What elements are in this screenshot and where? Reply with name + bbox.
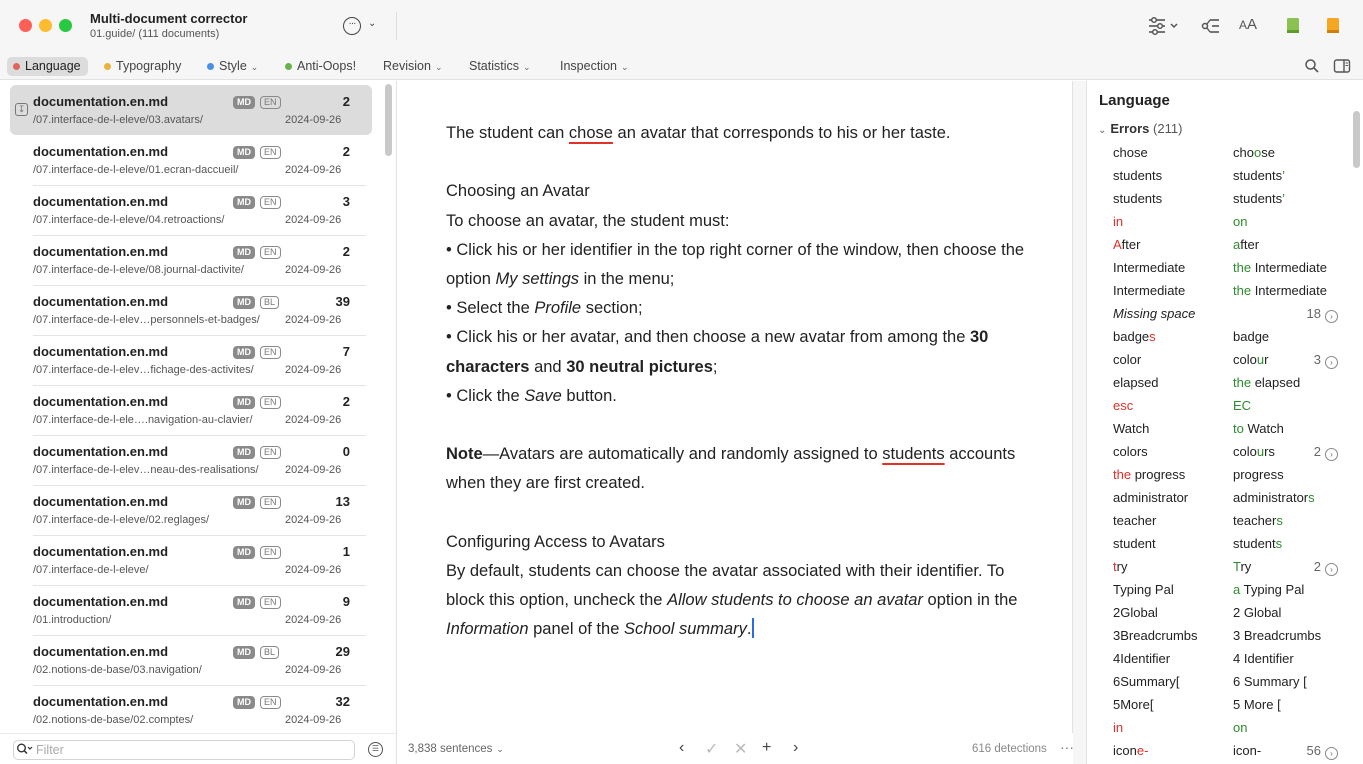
- sidebar-footer: [0, 733, 397, 764]
- error-original: badges: [1113, 329, 1156, 344]
- maximize-window-button[interactable]: [59, 19, 72, 32]
- sentences-menu[interactable]: 3,838 sentences ⌄: [408, 743, 504, 755]
- error-row[interactable]: [1088, 670, 1348, 693]
- filter-input[interactable]: [36, 742, 346, 758]
- error-count: 7: [342, 344, 350, 359]
- error-count: 9: [342, 594, 350, 609]
- error-row[interactable]: [1088, 647, 1348, 670]
- accept-button[interactable]: [705, 739, 718, 759]
- paragraph: To choose an avatar, the student must:: [446, 211, 730, 230]
- sliders-icon: [1146, 15, 1180, 37]
- document-editor[interactable]: [398, 81, 1073, 733]
- toggle-sidebar-button[interactable]: [1333, 58, 1351, 79]
- title-bar: [0, 0, 1363, 52]
- language-badge: BL: [260, 646, 279, 659]
- document-name: documentation.en.md: [33, 644, 169, 659]
- tab-label: Anti-Oops!: [297, 59, 357, 73]
- detections-count: 616 detections: [972, 743, 1047, 755]
- error-count: 29: [335, 644, 350, 659]
- document-name: documentation.en.md: [33, 194, 169, 209]
- document-date: 2024-09-26: [285, 714, 342, 726]
- editor-more-button[interactable]: [1060, 739, 1074, 755]
- error-original: Intermediate: [1113, 283, 1186, 298]
- markdown-badge: MD: [233, 346, 255, 359]
- tab-typography[interactable]: [104, 57, 181, 76]
- tab-anti-oops[interactable]: [285, 57, 356, 76]
- markdown-badge: MD: [233, 196, 255, 209]
- document-row[interactable]: [10, 335, 372, 385]
- document-path: /07.interface-de-l-elev…fichage-des-activites/: [33, 364, 254, 376]
- editor-text[interactable]: [446, 119, 1046, 645]
- outline-button[interactable]: [1200, 15, 1222, 37]
- error-correction: icon-: [1233, 743, 1262, 758]
- more-actions-button[interactable]: [343, 17, 379, 35]
- document-list: [0, 81, 397, 733]
- guide-orange-button[interactable]: [1325, 15, 1341, 37]
- heading: Choosing an Avatar: [446, 182, 590, 201]
- error-correction: 5 More [: [1233, 697, 1281, 712]
- markdown-badge: MD: [233, 446, 255, 459]
- error-original: in: [1113, 720, 1124, 735]
- errors-group-toggle[interactable]: ⌄ Errors (211): [1098, 121, 1183, 136]
- error-row[interactable]: [1088, 693, 1348, 716]
- document-date: 2024-09-26: [285, 514, 342, 526]
- previous-button[interactable]: [679, 739, 684, 757]
- document-row[interactable]: [10, 185, 372, 235]
- toolbar-divider: [396, 12, 397, 40]
- error-correction: 6 Summary [: [1233, 674, 1307, 689]
- document-date: 2024-09-26: [285, 614, 342, 626]
- document-date: 2024-09-26: [285, 414, 342, 426]
- error-row[interactable]: [1088, 302, 1348, 325]
- document-name: documentation.en.md: [33, 544, 169, 559]
- error-row[interactable]: [1088, 394, 1348, 417]
- markdown-badge: MD: [233, 546, 255, 559]
- document-name: documentation.en.md: [33, 244, 169, 259]
- error-row[interactable]: [1088, 279, 1348, 302]
- error-row[interactable]: [1088, 532, 1348, 555]
- document-date: 2024-09-26: [285, 314, 342, 326]
- error-row[interactable]: [1088, 601, 1348, 624]
- document-path: /07.interface-de-l-eleve/01.ecran-daccueil/: [33, 164, 239, 176]
- error-correction: students: [1233, 536, 1283, 551]
- error-correction: badge: [1233, 329, 1270, 344]
- search-filter-icon: [16, 742, 34, 759]
- error-original: Intermediate: [1113, 260, 1186, 275]
- document-date: 2024-09-26: [285, 464, 342, 476]
- occurrence-count[interactable]: 3 ›: [1306, 352, 1338, 369]
- plus-icon: +: [762, 739, 772, 756]
- occurrence-count[interactable]: 56 ›: [1306, 743, 1338, 760]
- error-row[interactable]: [1088, 325, 1348, 348]
- error-row[interactable]: [1088, 555, 1348, 578]
- error-count: 0: [342, 444, 350, 459]
- text-size-icon: AA: [1239, 16, 1258, 33]
- language-badge: EN: [260, 396, 281, 409]
- error-correction: a Typing Pal: [1233, 582, 1305, 597]
- document-path: /01.introduction/: [33, 614, 112, 626]
- error-count: 32: [335, 694, 350, 709]
- document-name: documentation.en.md: [33, 344, 169, 359]
- language-badge: EN: [260, 146, 281, 159]
- error-original: colors: [1113, 444, 1148, 459]
- document-list-scrollbar[interactable]: [385, 84, 392, 156]
- bullet-item: • Click his or her avatar, and then choose a new avatar from among the 30 characters and 30 neutral pictures;: [446, 328, 989, 376]
- error-original: students: [1113, 168, 1163, 183]
- filter-options-icon[interactable]: ☰: [368, 742, 383, 757]
- document-path: /07.interface-de-l-eleve/08.journal-dactivite/: [33, 264, 244, 276]
- error-count: 2: [342, 144, 350, 159]
- document-date: 2024-09-26: [285, 364, 342, 376]
- error-original: students: [1113, 191, 1163, 206]
- error-count: 2: [342, 94, 350, 109]
- document-date: 2024-09-26: [285, 164, 342, 176]
- occurrence-count[interactable]: 2 ›: [1306, 444, 1338, 461]
- document-name: documentation.en.md: [33, 294, 169, 309]
- document-path: /07.interface-de-l-ele….navigation-au-clavier/: [33, 414, 253, 426]
- error-row[interactable]: [1088, 463, 1348, 486]
- list-tree-icon: [1200, 15, 1222, 37]
- tab-label: Statistics: [469, 59, 520, 73]
- tab-label: Revision: [383, 59, 431, 73]
- markdown-badge: MD: [233, 496, 255, 509]
- document-row[interactable]: [10, 685, 372, 733]
- chevron-right-circle-icon[interactable]: ›: [1325, 563, 1338, 576]
- language-badge: EN: [260, 696, 281, 709]
- document-date: 2024-09-26: [285, 114, 342, 126]
- language-panel: [1088, 81, 1363, 764]
- chevron-down-icon: ⌄: [434, 62, 443, 72]
- sidebar-right-icon: [1333, 58, 1351, 74]
- tab-style[interactable]: [207, 57, 258, 76]
- error-correction: the elapsed: [1233, 375, 1301, 390]
- chevron-right-icon: ›: [793, 739, 799, 756]
- error-highlight[interactable]: chose: [568, 124, 613, 142]
- markdown-badge: MD: [233, 146, 255, 159]
- import-icon: ↧: [15, 103, 28, 116]
- document-row[interactable]: [10, 235, 372, 285]
- panel-scrollbar[interactable]: [1353, 111, 1360, 168]
- error-row[interactable]: [1088, 440, 1348, 463]
- error-original: Watch: [1113, 421, 1150, 436]
- bullet-item: • Select the Profile section;: [446, 299, 643, 318]
- checkmark-icon: ✓: [705, 741, 719, 758]
- document-name: documentation.en.md: [33, 594, 169, 609]
- bullet-item: • Click the Save button.: [446, 386, 617, 405]
- window-subtitle: 01.guide/ (111 documents): [90, 28, 220, 40]
- document-row[interactable]: [10, 285, 372, 335]
- filter-field[interactable]: [13, 740, 355, 760]
- error-original: icone-: [1113, 743, 1149, 758]
- note-paragraph: Note—Avatars are automatically and randomly assigned to students accounts when they are first created.: [446, 445, 1016, 493]
- close-window-button[interactable]: [19, 19, 32, 32]
- error-correction: colours: [1233, 444, 1275, 459]
- document-path: /07.interface-de-l-eleve/04.retroactions/: [33, 214, 225, 226]
- panel-gutter: [1073, 81, 1087, 764]
- paragraph: The student can chose an avatar that corresponds to his or her taste.: [446, 124, 951, 142]
- document-name: documentation.en.md: [33, 694, 169, 709]
- error-original: 4Identifier: [1113, 651, 1171, 666]
- error-row[interactable]: [1088, 486, 1348, 509]
- document-row[interactable]: [10, 135, 372, 185]
- document-row[interactable]: [10, 635, 372, 685]
- language-badge: BL: [260, 296, 279, 309]
- error-count: 2: [342, 244, 350, 259]
- document-path: /07.interface-de-l-elev…personnels-et-badges/: [33, 314, 260, 326]
- document-name: documentation.en.md: [33, 394, 169, 409]
- language-badge: EN: [260, 246, 281, 259]
- reject-button[interactable]: [734, 739, 747, 759]
- markdown-badge: MD: [233, 696, 255, 709]
- error-row[interactable]: [1088, 141, 1348, 164]
- category-tab-bar: [0, 52, 1363, 80]
- document-row[interactable]: [10, 585, 372, 635]
- error-row[interactable]: [1088, 371, 1348, 394]
- markdown-badge: MD: [233, 96, 255, 109]
- error-row[interactable]: [1088, 417, 1348, 440]
- document-name: documentation.en.md: [33, 444, 169, 459]
- error-row[interactable]: [1088, 716, 1348, 739]
- error-correction: the Intermediate: [1233, 283, 1327, 298]
- error-row[interactable]: [1088, 233, 1348, 256]
- chevron-right-circle-icon[interactable]: ›: [1325, 448, 1338, 461]
- markdown-badge: MD: [233, 246, 255, 259]
- error-original: chose: [1113, 145, 1148, 160]
- error-highlight[interactable]: students: [882, 445, 945, 464]
- error-count: 39: [335, 294, 350, 309]
- bullet-item: • Click his or her identifier in the top right corner of the window, then choose the option My settings in the menu;: [446, 240, 1025, 288]
- document-row[interactable]: [10, 85, 372, 135]
- ellipsis-icon: ···: [1060, 739, 1074, 755]
- document-row[interactable]: [10, 435, 372, 485]
- window-title: Multi-document corrector: [90, 11, 248, 26]
- error-row[interactable]: [1088, 739, 1348, 762]
- x-icon: ✕: [734, 741, 748, 758]
- book-icon: [1285, 15, 1301, 37]
- text-size-button[interactable]: [1239, 16, 1257, 38]
- chevron-down-icon: ⌄: [1098, 125, 1107, 136]
- error-original: the progress: [1113, 467, 1186, 482]
- error-original: After: [1113, 237, 1141, 252]
- document-date: 2024-09-26: [285, 664, 342, 676]
- error-original: teacher: [1113, 513, 1157, 528]
- chevron-down-icon: ⌄: [250, 62, 259, 72]
- document-name: documentation.en.md: [33, 494, 169, 509]
- document-date: 2024-09-26: [285, 564, 342, 576]
- occurrence-count[interactable]: 2 ›: [1306, 559, 1338, 576]
- chevron-down-icon: ⌄: [523, 62, 531, 72]
- document-row[interactable]: [10, 485, 372, 535]
- error-row[interactable]: [1088, 187, 1348, 210]
- paragraph: By default, students can choose the avatar associated with their identifier. To block this option, uncheck the Allow students to choose an avatar option in the Information panel of the School summary.: [446, 562, 1018, 639]
- tab-label: Language: [25, 59, 81, 73]
- error-correction: administrators: [1233, 490, 1315, 505]
- error-correction: 4 Identifier: [1233, 651, 1294, 666]
- error-row[interactable]: [1088, 509, 1348, 532]
- chevron-left-icon: ‹: [679, 739, 685, 756]
- error-original: 5More[: [1113, 697, 1154, 712]
- markdown-badge: MD: [233, 396, 255, 409]
- error-original: 6Summary[: [1113, 674, 1180, 689]
- error-count: 1: [342, 544, 350, 559]
- yellow-dot-icon: [104, 63, 111, 70]
- error-correction: 3 Breadcrumbs: [1233, 628, 1322, 643]
- language-badge: EN: [260, 496, 281, 509]
- error-correction: to Watch: [1233, 421, 1284, 436]
- language-badge: EN: [260, 596, 281, 609]
- error-row[interactable]: [1088, 348, 1348, 371]
- document-name: documentation.en.md: [33, 144, 169, 159]
- error-original: Typing Pal: [1113, 582, 1174, 597]
- error-count: 3: [342, 194, 350, 209]
- editor-footer: [398, 733, 1073, 764]
- document-path: /07.interface-de-l-eleve/03.avatars/: [33, 114, 203, 126]
- error-correction: on: [1233, 214, 1248, 229]
- error-row[interactable]: [1088, 256, 1348, 279]
- error-correction: the Intermediate: [1233, 260, 1327, 275]
- error-correction: teachers: [1233, 513, 1283, 528]
- error-row[interactable]: [1088, 624, 1348, 647]
- document-row[interactable]: [10, 385, 372, 435]
- error-original: 2Global: [1113, 605, 1158, 620]
- error-correction: students’: [1233, 191, 1286, 206]
- error-correction: students’: [1233, 168, 1286, 183]
- document-path: /07.interface-de-l-eleve/: [33, 564, 149, 576]
- red-dot-icon: [13, 63, 20, 70]
- chevron-down-icon: ⌄: [620, 62, 629, 72]
- ellipsis-icon: ···: [343, 17, 361, 35]
- markdown-badge: MD: [233, 296, 255, 309]
- tab-label: Inspection: [560, 59, 617, 73]
- error-correction: Try: [1233, 559, 1252, 574]
- language-badge: EN: [260, 96, 281, 109]
- occurrence-count[interactable]: 18 ›: [1306, 306, 1338, 323]
- document-path: /07.interface-de-l-eleve/02.reglages/: [33, 514, 210, 526]
- blue-dot-icon: [207, 63, 214, 70]
- chevron-right-circle-icon[interactable]: ›: [1325, 356, 1338, 369]
- markdown-badge: MD: [233, 596, 255, 609]
- chevron-down-icon: ⌄: [368, 18, 377, 29]
- tab-inspection[interactable]: [560, 57, 629, 76]
- language-badge: EN: [260, 196, 281, 209]
- error-original: administrator: [1113, 490, 1189, 505]
- error-correction: EC: [1233, 398, 1252, 413]
- minimize-window-button[interactable]: [39, 19, 52, 32]
- error-correction: 2 Global: [1233, 605, 1282, 620]
- error-count: 13: [335, 494, 350, 509]
- next-button[interactable]: [793, 739, 798, 757]
- book-icon: [1325, 15, 1341, 37]
- document-row[interactable]: [10, 535, 372, 585]
- green-dot-icon: [285, 63, 292, 70]
- error-original: elapsed: [1113, 375, 1159, 390]
- tab-label: Typography: [116, 59, 182, 73]
- error-correction: on: [1233, 720, 1248, 735]
- chevron-right-circle-icon[interactable]: ›: [1325, 310, 1338, 323]
- chevron-right-circle-icon[interactable]: ›: [1325, 747, 1338, 760]
- error-original: student: [1113, 536, 1156, 551]
- add-button[interactable]: [762, 739, 771, 757]
- error-row[interactable]: [1088, 210, 1348, 233]
- document-path: /02.notions-de-base/02.comptes/: [33, 714, 194, 726]
- language-badge: EN: [260, 346, 281, 359]
- panel-title: Language: [1099, 92, 1170, 109]
- text-cursor: [752, 618, 754, 638]
- error-original: color: [1113, 352, 1142, 367]
- search-button[interactable]: [1304, 58, 1320, 79]
- tab-revision[interactable]: [383, 57, 442, 76]
- error-original: in: [1113, 214, 1124, 229]
- document-path: /02.notions-de-base/03.navigation/: [33, 664, 202, 676]
- error-correction: colour: [1233, 352, 1269, 367]
- search-icon: [1304, 58, 1320, 74]
- language-badge: EN: [260, 446, 281, 459]
- error-correction: progress: [1233, 467, 1284, 482]
- error-row[interactable]: [1088, 164, 1348, 187]
- document-path: /07.interface-de-l-elev…neau-des-realisations/: [33, 464, 259, 476]
- error-original: Missing space: [1113, 306, 1196, 321]
- tab-language[interactable]: [7, 57, 88, 76]
- document-date: 2024-09-26: [285, 264, 342, 276]
- error-original: try: [1113, 559, 1128, 574]
- chevron-down-icon: ⌄: [496, 744, 504, 754]
- language-badge: EN: [260, 546, 281, 559]
- error-original: esc: [1113, 398, 1134, 413]
- settings-sliders-button[interactable]: [1146, 15, 1180, 37]
- error-correction: after: [1233, 237, 1260, 252]
- document-date: 2024-09-26: [285, 214, 342, 226]
- error-row[interactable]: [1088, 578, 1348, 601]
- heading: Configuring Access to Avatars: [446, 532, 665, 551]
- error-original: 3Breadcrumbs: [1113, 628, 1198, 643]
- document-name: documentation.en.md: [33, 94, 169, 109]
- tab-statistics[interactable]: [469, 57, 531, 76]
- tab-label: Style: [219, 59, 247, 73]
- error-correction: choose: [1233, 145, 1275, 160]
- error-count: 2: [342, 394, 350, 409]
- dictionary-green-button[interactable]: [1285, 15, 1301, 37]
- markdown-badge: MD: [233, 646, 255, 659]
